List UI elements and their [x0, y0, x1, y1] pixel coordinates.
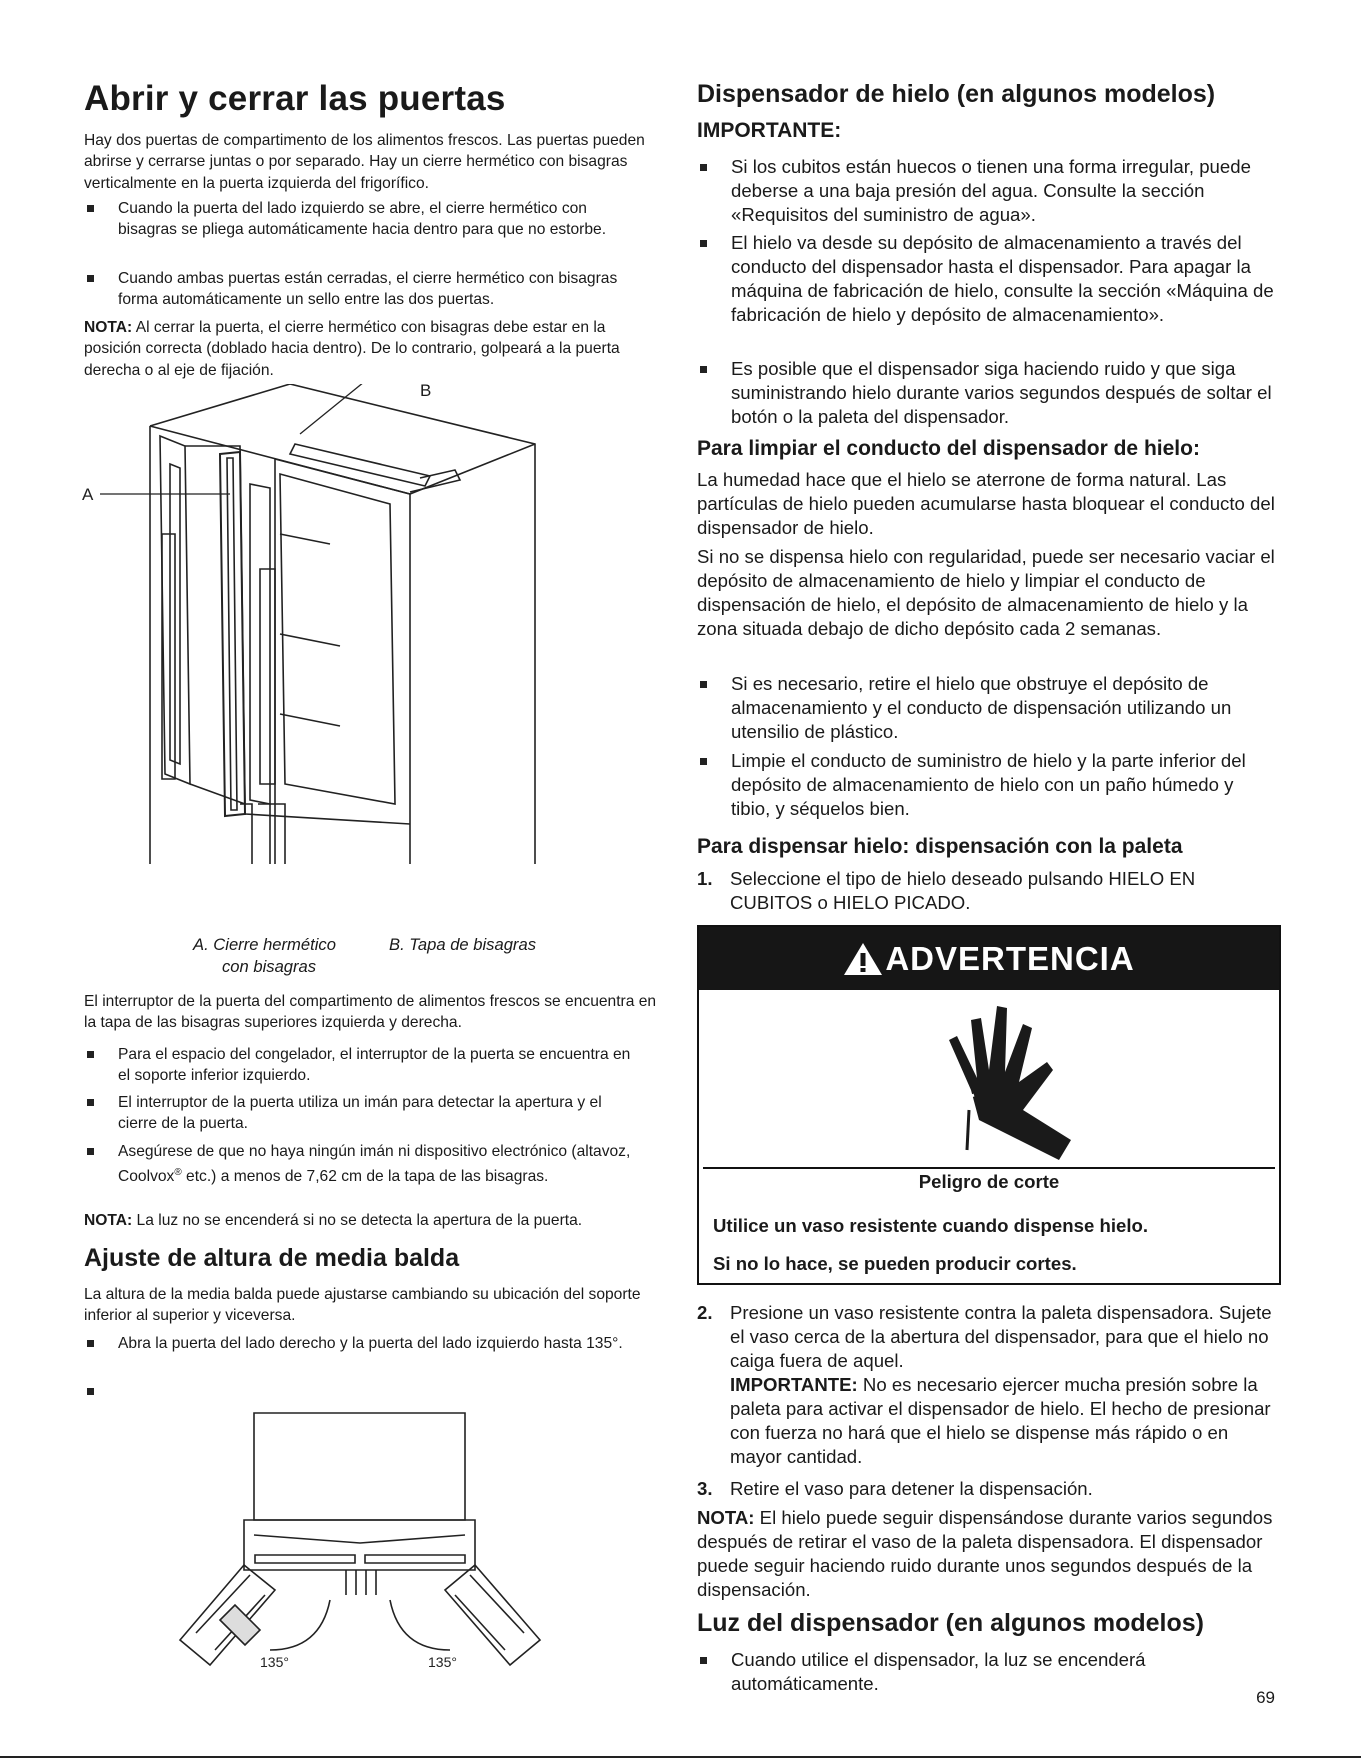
note-label: NOTA:	[84, 319, 133, 336]
section-title-ice-dispenser: Dispensador de hielo (en algunos modelos)	[697, 80, 1216, 108]
list-item-text: Cuando ambas puertas están cerradas, el cierre hermético con bisagras forma automáticamente un sello entre las dos puertas.	[118, 270, 618, 309]
section-title-clean: Para limpiar el conducto del dispensador de hielo:	[697, 437, 1200, 460]
bullet-icon	[87, 205, 94, 212]
list-item	[697, 155, 1277, 227]
step-text: Retire el vaso para detener la dispensación.	[730, 1478, 1093, 1499]
list-item	[84, 1141, 644, 1188]
list-item-text-part: Asegúrese de que no haya ningún imán ni dispositivo electrónico (altavoz, Coolvox	[118, 1143, 631, 1186]
important-label: IMPORTANTE:	[697, 119, 842, 142]
list-item-text: Si es necesario, retire el hielo que obstruye el depósito de almacenamiento y el conducto de dispensación utilizando un utensilio de plástico.	[731, 673, 1232, 742]
list-item	[84, 268, 644, 311]
angle-label-right: 135°	[428, 1654, 457, 1670]
bottom-divider	[0, 1756, 1361, 1758]
note-paragraph	[697, 1506, 1277, 1602]
step-text	[730, 1301, 1277, 1469]
warning-line-1: Utilice un vaso resistente cuando dispense hielo.	[713, 1215, 1149, 1236]
list-item-text: Cuando utilice el dispensador, la luz se encenderá automáticamente.	[731, 1649, 1146, 1694]
step-text-important: No es necesario ejercer mucha presión sobre la paleta para activar el dispensador de hielo. El hecho de presionar con fuerza no hará que el hielo se dispense más rápido o en mayor cantidad.	[730, 1374, 1271, 1467]
step-number: 2.	[697, 1302, 713, 1323]
hazard-title: Peligro de corte	[918, 1171, 1060, 1192]
warning-heading: ADVERTENCIA	[885, 939, 1135, 977]
bullet-icon	[87, 1099, 94, 1106]
warning-header	[699, 927, 1279, 990]
page-number: 69	[1256, 1688, 1275, 1707]
figure-label-a: A	[82, 485, 94, 504]
caption-a-line2: con bisagras	[222, 957, 317, 976]
numbered-step	[697, 1301, 1277, 1469]
list-item-text: Limpie el conducto de suministro de hielo y la parte inferior del depósito de almacenamiento de hielo con un paño húmedo y tibio, y séquelos bien.	[731, 750, 1246, 819]
list-item	[697, 672, 1277, 744]
doors-135-figure	[160, 1405, 560, 1675]
list-item-text: El interruptor de la puerta utiliza un imán para detectar la apertura y el cierre de la puerta.	[118, 1094, 602, 1133]
list-item-text: Para el espacio del congelador, el interruptor de la puerta se encuentra en el soporte inferior izquierdo.	[118, 1046, 631, 1085]
clean-paragraph-1: La humedad hace que el hielo se aterrone de forma natural. Las partículas de hielo pueden acumularse hasta bloquear el conducto del dispensador de hielo.	[697, 469, 1275, 538]
list-item-text: El hielo va desde su depósito de almacenamiento a través del conducto del dispensador hasta el dispensador. Para apagar la máquina de fabricación de hielo, consulte la sección «Máquina de fabricación de hielo y depósito de almacenamiento».	[731, 232, 1274, 325]
note-label: NOTA:	[84, 1212, 133, 1229]
list-item	[84, 198, 644, 241]
bullet-icon	[87, 1388, 94, 1395]
step-text-main: Presione un vaso resistente contra la paleta dispensadora. Sujete el vaso cerca de la abertura del dispensador, para que el hielo no caiga fuera de aquel.	[730, 1302, 1272, 1371]
bullet-icon	[87, 1148, 94, 1155]
caption-a-line1: A. Cierre hermético	[193, 935, 336, 954]
list-item	[697, 231, 1277, 327]
list-item-text: Es posible que el dispensador siga haciendo ruido y que siga suministrando hielo durante varios segundos después de soltar el botón o la paleta del dispensador.	[731, 358, 1272, 427]
step-number: 1.	[697, 868, 713, 889]
note-text: El hielo puede seguir dispensándose durante varios segundos después de retirar el vaso de la paleta dispensadora. El dispensador puede seguir haciendo ruido durante unos segundos después de la dispensación.	[697, 1507, 1273, 1600]
bullet-icon	[700, 681, 707, 688]
doors-intro: Hay dos puertas de compartimento de los alimentos frescos. Las puertas pueden abrirse y cerrarse juntas o por separado. Hay un cierre hermético con bisagras verticalmente en la puerta izquierda del frigorífico.	[84, 132, 645, 192]
section-title-light: Luz del dispensador (en algunos modelos)	[697, 1609, 1204, 1637]
warning-triangle-icon	[843, 942, 883, 976]
bullet-icon	[700, 1657, 707, 1664]
list-item	[84, 1092, 644, 1135]
list-item-text-part: etc.) a menos de 7,62 cm de la tapa de las bisagras.	[181, 1168, 549, 1186]
list-item-text	[118, 1141, 644, 1188]
list-item	[697, 749, 1277, 821]
note-paragraph	[84, 317, 659, 381]
shelf-intro: La altura de la media balda puede ajustarse cambiando su ubicación del soporte inferior al superior y viceversa.	[84, 1286, 641, 1325]
warning-line-2: Si no lo hace, se pueden producir cortes.	[713, 1253, 1077, 1274]
step-number: 3.	[697, 1478, 713, 1499]
bullet-icon	[700, 164, 707, 171]
list-item	[84, 1333, 644, 1354]
list-item	[697, 357, 1277, 429]
bullet-icon	[700, 758, 707, 765]
hand-cut-hazard-icon	[919, 1000, 1079, 1165]
important-label: IMPORTANTE:	[730, 1374, 858, 1395]
note-text: La luz no se encenderá si no se detecta la apertura de la puerta.	[132, 1212, 583, 1229]
section-title-dispense: Para dispensar hielo: dispensación con la paleta	[697, 835, 1183, 858]
figure-label-b: B	[420, 381, 432, 400]
bullet-icon	[700, 366, 707, 373]
bullet-icon	[87, 1340, 94, 1347]
bullet-icon	[87, 1051, 94, 1058]
numbered-step	[697, 867, 1277, 915]
numbered-step	[697, 1477, 1277, 1501]
list-item-text: Cuando la puerta del lado izquierdo se abre, el cierre hermético con bisagras se pliega automáticamente hacia dentro para que no estorbe.	[118, 200, 607, 239]
list-item	[84, 1044, 644, 1087]
bullet-icon	[700, 240, 707, 247]
registered-mark: ®	[174, 1167, 182, 1179]
note-text: Al cerrar la puerta, el cierre hermético con bisagras debe estar en la posición correcta (doblado hacia dentro). De lo contrario, golpeará a la puerta derecha o al eje de fijación.	[84, 319, 620, 379]
section-title-shelf: Ajuste de altura de media balda	[84, 1244, 460, 1272]
list-item-text: Si los cubitos están huecos o tienen una forma irregular, puede deberse a una baja presión del agua. Consulte la sección «Requisitos del suministro de agua».	[731, 156, 1251, 225]
bullet-icon	[87, 275, 94, 282]
list-item	[697, 1648, 1237, 1696]
caption-b: B. Tapa de bisagras	[389, 935, 536, 954]
note-label: NOTA:	[697, 1507, 755, 1528]
page-title: Abrir y cerrar las puertas	[84, 79, 506, 118]
note-paragraph	[84, 1210, 659, 1231]
angle-label-left: 135°	[260, 1654, 289, 1670]
warning-box	[697, 925, 1281, 1285]
list-item	[84, 1381, 104, 1395]
step-text: Seleccione el tipo de hielo deseado pulsando HIELO EN CUBITOS o HIELO PICADO.	[730, 868, 1196, 913]
clean-paragraph-2: Si no se dispensa hielo con regularidad, puede ser necesario vaciar el depósito de almacenamiento de hielo y limpiar el conducto de dispensación de hielo, el depósito de almacenamiento de hielo y la zona situada debajo de dicho depósito cada 2 semanas.	[697, 546, 1275, 639]
fridge-door-figure	[80, 384, 550, 869]
switch-intro: El interruptor de la puerta del compartimento de alimentos frescos se encuentra en la tapa de las bisagras superiores izquierda y derecha.	[84, 993, 657, 1032]
list-item-text: Abra la puerta del lado derecho y la puerta del lado izquierdo hasta 135°.	[118, 1335, 623, 1352]
